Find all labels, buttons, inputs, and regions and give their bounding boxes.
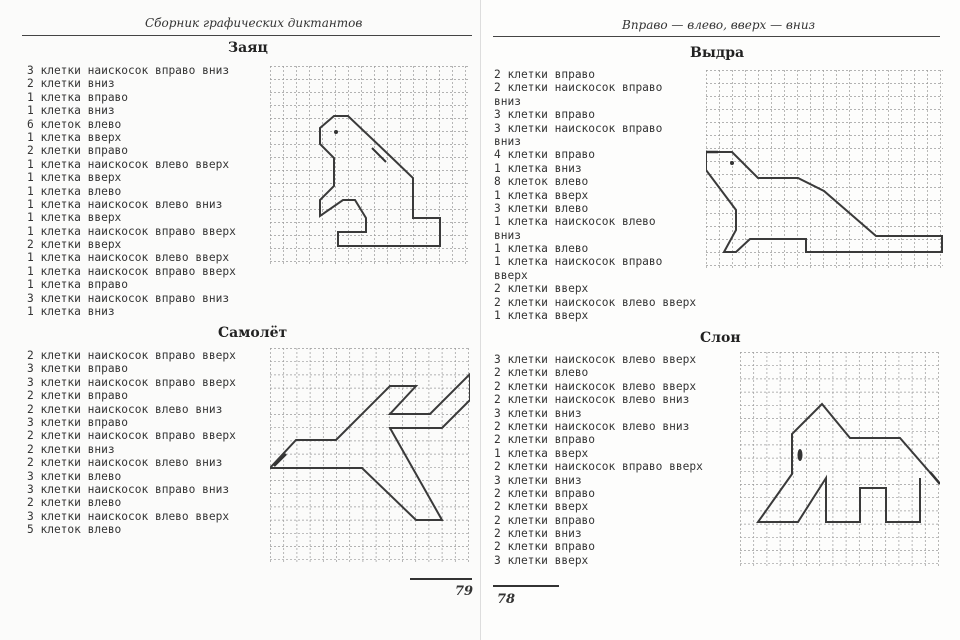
grid-lines <box>740 352 940 567</box>
page-gutter <box>480 0 481 640</box>
hare-eye <box>334 130 338 134</box>
elephant-outline <box>758 404 940 522</box>
hare-step: 1 клетка вверх <box>27 130 122 144</box>
grid-lines <box>706 70 943 270</box>
hare-step: 1 клетка наискосок вправо вверх <box>27 224 236 238</box>
elephant-step: 2 клетки вправо <box>494 513 596 527</box>
airplane-step: 3 клетки вправо <box>27 415 129 429</box>
otter-step: 3 клетки влево <box>494 201 589 215</box>
section-title-hare: Заяц <box>228 40 268 56</box>
otter-step: 4 клетки вправо <box>494 148 596 162</box>
section-title-otter: Выдра <box>690 45 745 61</box>
hare-step: 2 клетки вверх <box>27 238 122 252</box>
right-page-number-rule <box>493 585 559 587</box>
step-list-airplane <box>27 349 236 536</box>
hare-step: 1 клетка вверх <box>27 171 122 185</box>
elephant-step: 2 клетки наискосок вправо вверх <box>494 460 703 474</box>
otter-step: 3 клетки наискосок вправо <box>494 121 663 135</box>
airplane-step: 2 клетки наискосок влево вниз <box>27 456 223 470</box>
elephant-eye <box>798 449 803 461</box>
airplane-outline <box>270 374 470 520</box>
airplane-step: 2 клетки вниз <box>27 442 115 456</box>
grid-lines <box>270 348 470 563</box>
otter-step: 1 клетка наискосок вправо <box>494 255 663 269</box>
elephant-step: 3 клетки вверх <box>494 553 589 567</box>
otter-step: 2 клетки наискосок вправо <box>494 81 663 95</box>
airplane-step: 3 клетки влево <box>27 469 122 483</box>
hare-step: 1 клетка наискосок влево вверх <box>27 157 230 171</box>
hare-step: 1 клетка вверх <box>27 211 122 225</box>
section-title-elephant: Слон <box>700 330 741 346</box>
elephant-step: 1 клетка вверх <box>494 446 589 460</box>
otter-step: 1 клетка вверх <box>494 188 589 202</box>
step-list-otter <box>494 68 696 322</box>
otter-step: вниз <box>494 94 521 108</box>
drawing-grid-hare <box>270 66 470 266</box>
drawing-grid-elephant <box>740 352 940 567</box>
hare-step: 1 клетка вниз <box>27 305 115 319</box>
elephant-step: 2 клетки наискосок влево вверх <box>494 379 697 393</box>
elephant-step: 2 клетки наискосок влево вниз <box>494 393 690 407</box>
hare-outline <box>320 116 440 246</box>
otter-eye <box>730 161 734 165</box>
elephant-step: 2 клетки вниз <box>494 527 582 541</box>
airplane-step: 5 клеток влево <box>27 523 122 537</box>
hare-step: 1 клетка влево <box>27 184 122 198</box>
otter-step: вниз <box>494 134 521 148</box>
otter-outline <box>706 152 942 252</box>
hare-step: 2 клетки вправо <box>27 144 129 158</box>
step-list-hare <box>27 64 236 318</box>
right-running-header: Вправо — влево, вверх — вниз <box>622 18 816 32</box>
airplane-step: 3 клетки наискосок влево вверх <box>27 509 230 523</box>
elephant-step: 2 клетки вправо <box>494 433 596 447</box>
otter-step: 8 клеток влево <box>494 175 589 189</box>
hare-step: 1 клетка вправо <box>27 278 129 292</box>
elephant-step: 3 клетки вниз <box>494 473 582 487</box>
hare-step: 1 клетка наискосок вправо вверх <box>27 264 236 278</box>
elephant-step: 2 клетки вправо <box>494 486 596 500</box>
otter-step: 2 клетки наискосок влево вверх <box>494 295 697 309</box>
hare-step: 1 клетка наискосок влево вниз <box>27 197 223 211</box>
airplane-step: 2 клетки влево <box>27 496 122 510</box>
drawing-grid-otter <box>706 70 943 270</box>
hare-step: 3 клетки наискосок вправо вниз <box>27 64 230 77</box>
otter-step: 1 клетка влево <box>494 242 589 256</box>
left-running-header: Сборник графических диктантов <box>145 16 363 30</box>
hare-step: 6 клеток влево <box>27 117 122 131</box>
airplane-step: 3 клетки наискосок вправо вниз <box>27 482 230 496</box>
elephant-step: 3 клетки наискосок влево вверх <box>494 353 697 366</box>
otter-step: вниз <box>494 228 521 242</box>
drawing-grid-airplane <box>270 348 470 563</box>
step-list-elephant <box>494 353 703 567</box>
otter-step: 1 клетка вверх <box>494 309 589 323</box>
hare-step: 1 клетка вниз <box>27 104 115 118</box>
otter-step: 1 клетка вниз <box>494 161 582 175</box>
otter-step: 3 клетки вправо <box>494 108 596 122</box>
airplane-step: 3 клетки наискосок вправо вверх <box>27 375 236 389</box>
hare-step: 3 клетки наискосок вправо вниз <box>27 291 230 305</box>
hare-step: 2 клетки вниз <box>27 77 115 91</box>
elephant-step: 2 клетки вверх <box>494 500 589 514</box>
hare-step: 1 клетка наискосок влево вверх <box>27 251 230 265</box>
elephant-step: 2 клетки наискосок влево вниз <box>494 419 690 433</box>
hare-step: 1 клетка вправо <box>27 90 129 104</box>
elephant-step: 2 клетки влево <box>494 366 589 380</box>
airplane-step: 2 клетки наискосок влево вниз <box>27 402 223 416</box>
otter-step: 2 клетки вправо <box>494 68 596 81</box>
right-header-rule <box>493 36 940 37</box>
elephant-step: 3 клетки вниз <box>494 406 582 420</box>
right-page-number: 78 <box>497 592 516 607</box>
otter-step: вверх <box>494 268 528 282</box>
left-page-number: 79 <box>455 584 474 599</box>
airplane-step: 2 клетки вправо <box>27 389 129 403</box>
left-page-number-rule <box>410 578 472 580</box>
otter-step: 2 клетки вверх <box>494 282 589 296</box>
section-title-airplane: Самолёт <box>218 325 288 341</box>
otter-step: 1 клетка наискосок влево <box>494 215 656 229</box>
left-header-rule <box>22 35 472 36</box>
airplane-step: 2 клетки наискосок вправо вверх <box>27 429 236 443</box>
airplane-step: 3 клетки вправо <box>27 362 129 376</box>
airplane-step: 2 клетки наискосок вправо вверх <box>27 349 236 362</box>
elephant-step: 2 клетки вправо <box>494 540 596 554</box>
